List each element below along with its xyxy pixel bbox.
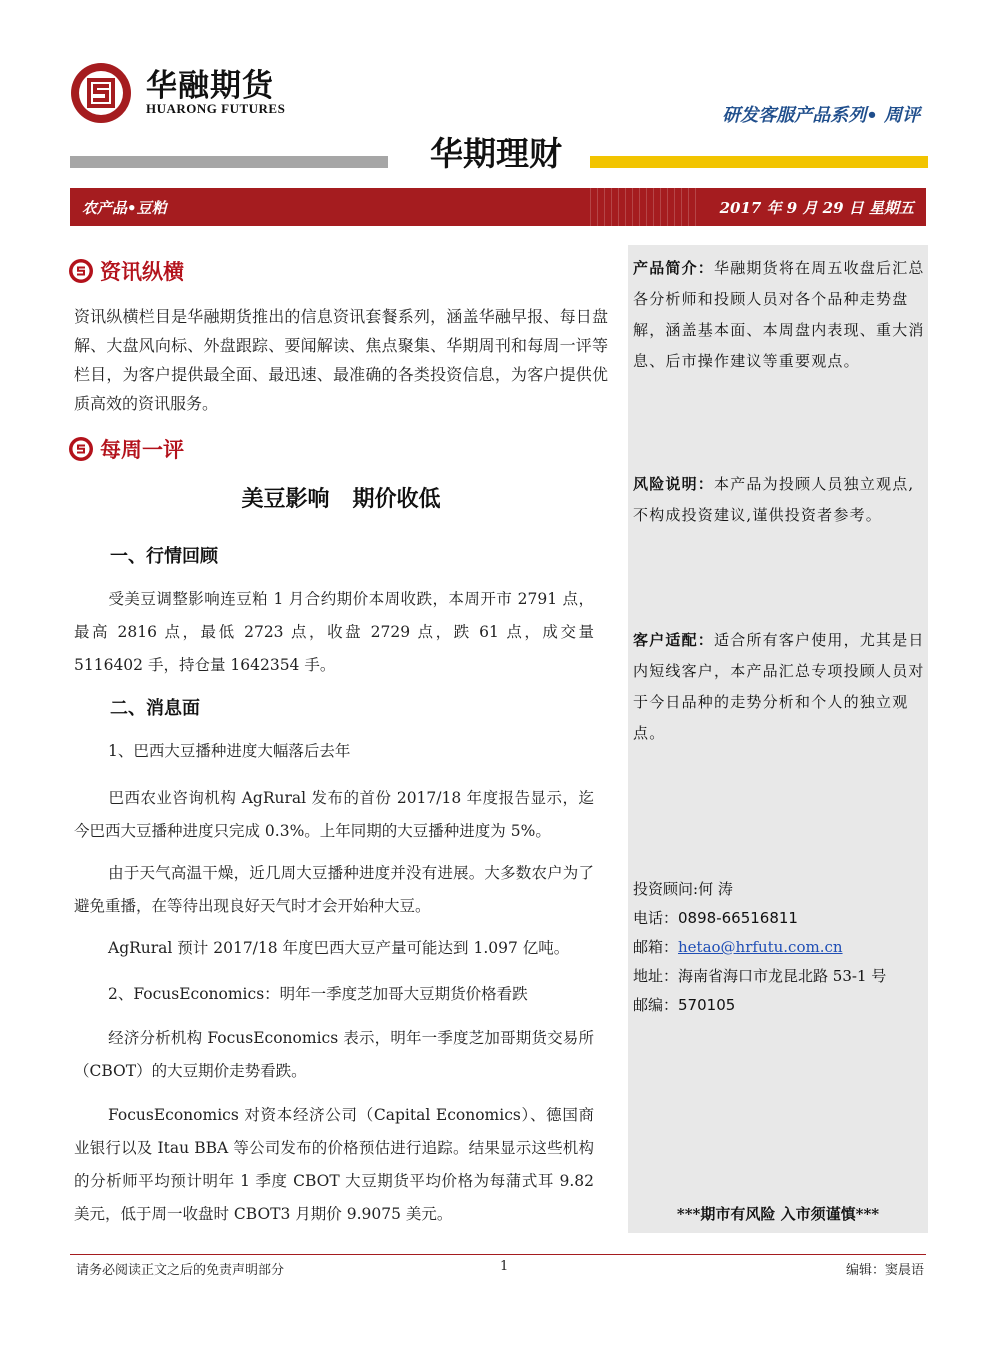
product-intro bbox=[633, 253, 925, 377]
product-intro-label: 产品简介： bbox=[633, 259, 715, 277]
page-number: 1 bbox=[500, 1259, 509, 1274]
zip-label: 邮编： bbox=[633, 996, 679, 1014]
news-item-1-title bbox=[74, 735, 594, 768]
footer-divider bbox=[70, 1254, 926, 1255]
advisor-row bbox=[633, 875, 925, 904]
product-intro-text: 华融期货将在周五收盘后汇总各分析师和投顾人员对各个品种走势盘解，涵盖基本面、本周盘内表现、重大消息、后市操作建议等重要观点。 bbox=[633, 259, 925, 370]
band-stripes bbox=[590, 188, 700, 226]
paragraph-brazil-report bbox=[74, 782, 594, 848]
section-title-news: 资讯纵横 bbox=[100, 259, 184, 284]
footer-editor: 编辑：窦晨语 bbox=[845, 1263, 924, 1278]
paragraph-brazil-output bbox=[74, 932, 594, 965]
address-value: 海南省海口市龙昆北路 53-1 号 bbox=[678, 967, 887, 985]
paragraph-focus-outlook bbox=[74, 1022, 594, 1088]
news-item-2-title bbox=[74, 978, 594, 1011]
news-item-text: 1、巴西大豆播种进度大幅落后去年 bbox=[108, 742, 351, 760]
risk-statement-label: 风险说明： bbox=[633, 475, 715, 493]
contact-info bbox=[633, 875, 925, 1020]
brand-name-cn: 华融期货 bbox=[146, 68, 274, 104]
section-heading-weekly bbox=[68, 434, 184, 464]
paragraph-text: 巴西农业咨询机构 AgRural 发布的首份 2017/18 年度报告显示，迄今巴西大豆播种进度只完成 0.3%。上年同期的大豆播种进度为 5%。 bbox=[74, 789, 594, 840]
product-series: 研发客服产品系列• 周评 bbox=[722, 105, 920, 126]
phone-label: 电话： bbox=[633, 909, 679, 927]
paragraph-text: AgRural 预计 2017/18 年度巴西大豆产量可能达到 1.097 亿吨。 bbox=[108, 939, 570, 957]
category-band bbox=[70, 188, 926, 226]
header-yellow-bar bbox=[590, 156, 928, 168]
header-grey-bar bbox=[70, 156, 388, 168]
advisor-name: 何 涛 bbox=[698, 880, 733, 898]
sidebar bbox=[628, 245, 928, 1233]
zip-row bbox=[633, 991, 925, 1020]
category-label: 农产品•豆粕 bbox=[82, 199, 167, 217]
paragraph-text: FocusEconomics 对资本经济公司（Capital Economics）、德国商业银行以及 Itau BBA 等公司发布的价格预估进行追踪。结果显示这些机构的分析师平均预计明年 1 季度 CBOT 大豆期货平均价格为每蒲式耳 9.82 美元，低于周一收盘时 CBOT3 月期价 9.9075 美元。 bbox=[74, 1106, 594, 1223]
article-title: 美豆影响 期价收低 bbox=[241, 487, 441, 512]
brand-mark-icon bbox=[68, 436, 94, 462]
risk-statement bbox=[633, 469, 925, 531]
section-title-weekly: 每周一评 bbox=[100, 437, 184, 462]
huarong-logo-icon bbox=[70, 62, 132, 124]
email-row bbox=[633, 933, 925, 962]
subhead-news: 二、消息面 bbox=[110, 698, 200, 719]
news-item-text: 2、FocusEconomics：明年一季度芝加哥大豆期货价格看跌 bbox=[108, 985, 528, 1003]
paragraph-text: 经济分析机构 FocusEconomics 表示，明年一季度芝加哥期货交易所（CBOT）的大豆期价走势看跌。 bbox=[74, 1029, 594, 1080]
email-link[interactable]: hetao@hrfutu.com.cn bbox=[678, 938, 843, 956]
email-label: 邮箱： bbox=[633, 938, 679, 956]
paragraph-brazil-weather bbox=[74, 857, 594, 923]
brand-name-en: HUARONG FUTURES bbox=[146, 101, 286, 116]
paragraph-market-review bbox=[74, 583, 594, 682]
risk-statement-text: 本产品为投顾人员独立观点,不构成投资建议,谨供投资者参考。 bbox=[633, 475, 915, 524]
section-intro-text: 资讯纵横栏目是华融期货推出的信息资讯套餐系列，涵盖华融早报、每日盘解、大盘风向标、外盘跟踪、要闻解读、焦点聚集、华期周刊和每周一评等栏目，为客户提供最全面、最迅速、最准确的各类投资信息，为客户提供优质高效的资讯服务。 bbox=[74, 307, 608, 413]
client-suitability-label: 客户适配： bbox=[633, 631, 715, 649]
page-title: 华期理财 bbox=[430, 134, 562, 173]
section-heading-news bbox=[68, 256, 184, 286]
paragraph-text: 受美豆调整影响连豆粕 1 月合约期价本周收跌，本周开市 2791 点，最高 2816 点，最低 2723 点，收盘 2729 点，跌 61 点，成交量 5116402 手，持仓量 1642354 手。 bbox=[74, 590, 594, 674]
risk-warning-footer: ***期市有风险 入市须谨慎*** bbox=[676, 1205, 880, 1223]
footer-disclaimer: 请务必阅读正文之后的免责声明部分 bbox=[76, 1263, 285, 1278]
paragraph-text: 由于天气高温干燥，近几周大豆播种进度并没有进展。大多数农户为了避免重播，在等待出现良好天气时才会开始种大豆。 bbox=[74, 864, 594, 915]
client-suitability bbox=[633, 625, 925, 749]
advisor-label: 投资顾问: bbox=[633, 880, 699, 898]
phone-value: 0898-66516811 bbox=[678, 909, 798, 927]
phone-row bbox=[633, 904, 925, 933]
brand-mark-icon bbox=[68, 258, 94, 284]
zip-value: 570105 bbox=[678, 996, 736, 1014]
subhead-market-review: 一、行情回顾 bbox=[110, 546, 218, 567]
paragraph-focus-estimates bbox=[74, 1099, 594, 1231]
client-suitability-text: 适合所有客户使用，尤其是日内短线客户，本产品汇总专项投顾人员对于今日品种的走势分析和个人的独立观点。 bbox=[633, 631, 925, 742]
address-row bbox=[633, 962, 925, 991]
report-date: 2017 年 9 月 29 日 星期五 bbox=[719, 199, 914, 217]
address-label: 地址： bbox=[633, 967, 679, 985]
